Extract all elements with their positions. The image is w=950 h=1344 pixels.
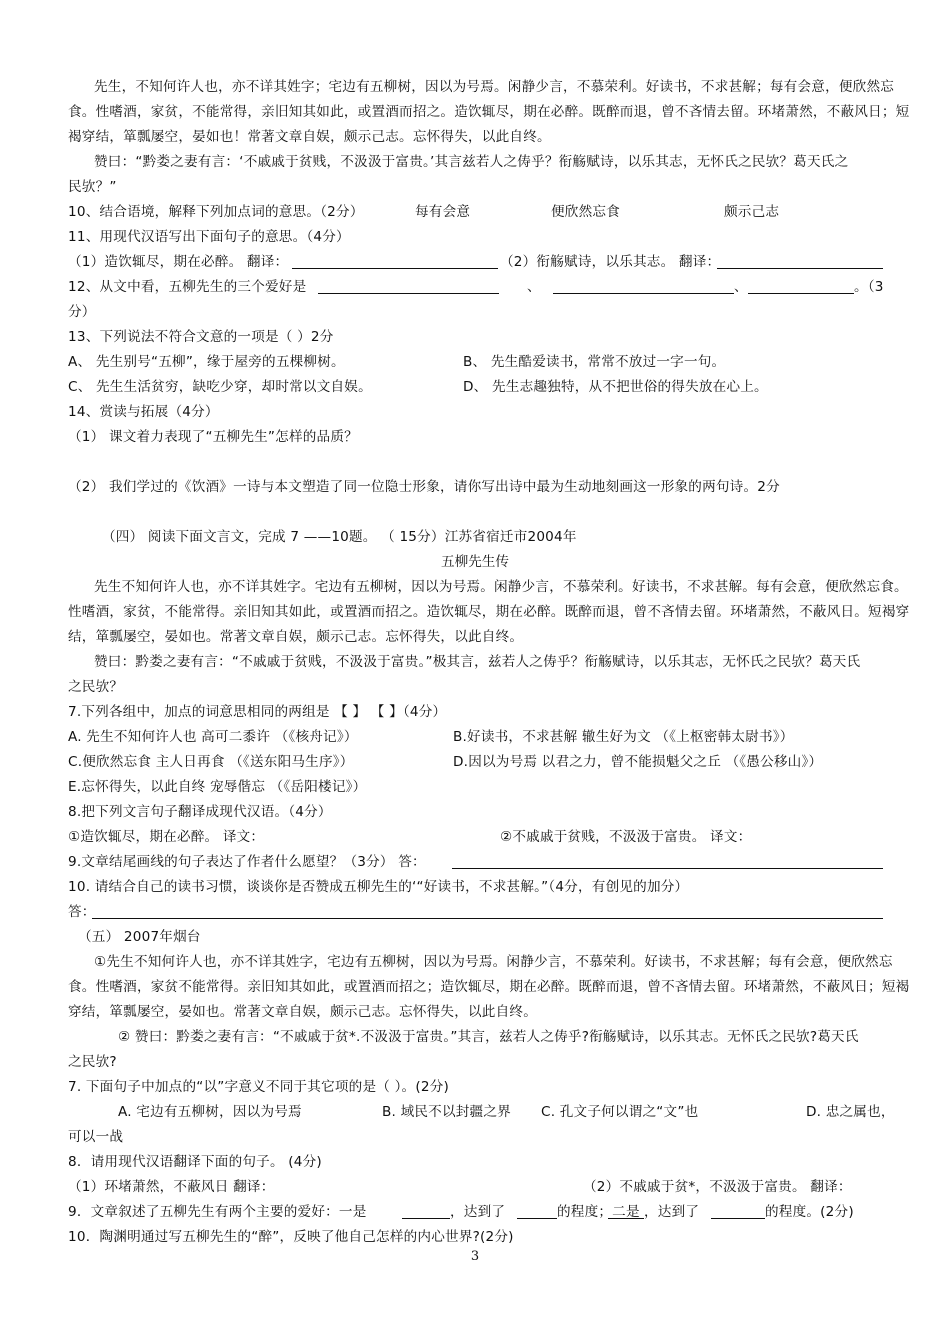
s5-q8: 8．请用现代汉语翻译下面的句子。 (4分)	[68, 1154, 322, 1170]
s4-passage-line-3: 结，箪瓢屡空，晏如也。常著文章自娱，颇示己志。忘怀得失，以此自终。	[68, 629, 524, 645]
s3-q12-separator: 、	[527, 279, 541, 295]
s4-passage-line-1: 先生不知何许人也，亦不详其姓字。宅边有五柳树，因以为号焉。闲静少言，不慕荣利。好读书，不求甚解。每有会意，便欣然忘食。	[94, 579, 908, 595]
s5-q9-text-b: ，达到了	[450, 1204, 506, 1220]
s4-passage-line-4: 赞曰：黔娄之妻有言：“不戚戚于贫贱，不汲汲于富贵。”极其言，兹若人之俦乎？衔觞赋诗，以乐其志，无怀氏之民欤？葛天氏	[94, 654, 861, 670]
s5-passage-line-2: 食。性嗜酒，家贫不能常得。亲旧知其如此，或置酒而招之；造饮辄尽，期在必醉。既醉而退，曾不吝情去留。环堵萧然，不蔽风日；短褐	[68, 979, 910, 995]
s3-q14: 14、赏读与拓展（4分）	[68, 404, 219, 420]
s3-q14-part1: （1） 课文着力表现了“五柳先生”怎样的品质？	[68, 429, 358, 445]
s4-q10-answer-line[interactable]	[92, 904, 883, 919]
s4-q9-answer-line[interactable]	[452, 854, 883, 869]
s3-q10-item-a: 每有会意	[415, 204, 471, 220]
s4-q7-option-c: C.便欣然忘食 主人日再食 （《送东阳马生序》）	[68, 754, 354, 770]
s5-q9-blank4[interactable]	[711, 1204, 765, 1219]
s5-q7-option-b: B. 域民不以封疆之界	[382, 1104, 511, 1120]
s3-passage-line-5: 民欤？”	[68, 179, 117, 195]
s3-q12-score-cont: 分）	[68, 304, 96, 320]
s5-passage-line-4: ② 赞曰：黔娄之妻有言：“不戚戚于贫*.不汲汲于富贵。”其言，兹若人之俦乎?衔觞赋诗，以乐其志。无怀氏之民欤?葛天氏	[118, 1029, 859, 1045]
s5-passage-line-1: ①先生不知何许人也，亦不详其姓字，宅边有五柳树，因以为号焉。闲静少言，不慕荣利。好读书，不求甚解；每有会意，便欣然忘	[94, 954, 893, 970]
s5-passage-line-5: 之民欤?	[68, 1054, 117, 1070]
s3-q11-blank2[interactable]	[717, 254, 883, 269]
s3-passage-line-2: 食。性嗜酒，家贫，不能常得，亲旧知其如此，或置酒而招之。造饮辄尽，期在必醉。既醉而退，曾不吝情去留。环堵萧然，不蔽风日；短	[68, 104, 910, 120]
s3-q12-blank3[interactable]	[748, 279, 854, 294]
s4-passage-line-5: 之民欤？	[68, 679, 124, 695]
s3-q13: 13、下列说法不符合文意的一项是（ ）2分	[68, 329, 334, 345]
s3-q12: 12、从文中看，五柳先生的三个爱好是	[68, 279, 307, 295]
s5-q9-blank1[interactable]	[402, 1204, 450, 1219]
s3-q12-blank2[interactable]	[553, 279, 734, 294]
s3-q11-blank1[interactable]	[292, 254, 498, 269]
s3-q11-part2: （2）衔觞赋诗，以乐其志。 翻译：	[500, 254, 721, 270]
s5-q7-option-d-cont: 可以一战	[68, 1129, 124, 1145]
s3-q10-item-b: 便欣然忘食	[551, 204, 620, 220]
s3-q11-part1: （1）造饮辄尽，期在必醉。 翻译：	[68, 254, 289, 270]
s5-q7-option-c: C. 孔文子何以谓之“文”也	[541, 1104, 699, 1120]
s4-q7-option-d: D.因以为号焉 以君之力，曾不能损魁父之丘 （《愚公移山》）	[453, 754, 823, 770]
s3-q10-item-c: 颇示己志	[724, 204, 780, 220]
s4-passage-line-2: 性嗜酒，家贫，不能常得。亲旧知其如此，或置酒而招之。造饮辄尽，期在必醉。既醉而退，曾不吝情去留。环堵萧然，不蔽风日。短褐穿	[68, 604, 910, 620]
s4-title: 五柳先生传	[441, 554, 509, 570]
s5-passage-line-3: 穿结，箪瓢屡空，晏如也。常著文章自娱，颇示己志。忘怀得失，以此自终。	[68, 1004, 537, 1020]
s3-q14-part2: （2） 我们学过的《饮酒》一诗与本文塑造了同一位隐士形象，请你写出诗中最为生动地刻画这一形象的两句诗。2分	[68, 479, 780, 495]
s3-q13-option-d: D、 先生志趣独特，从不把世俗的得失放在心上。	[463, 379, 768, 395]
s5-q9-text-a: 9．文章叙述了五柳先生有两个主要的爱好：一是	[68, 1204, 367, 1220]
s5-q9-text-c: 的程度；二是	[557, 1204, 640, 1220]
s3-passage-line-4: 赞曰：“黔娄之妻有言：‘不戚戚于贫贱，不汲汲于富贵。’其言兹若人之俦乎？衔觞赋诗，以乐其志，无怀氏之民欤？葛天氏之	[94, 154, 849, 170]
s3-q13-option-b: B、 先生酷爱读书，常常不放过一字一句。	[463, 354, 726, 370]
s3-q11: 11、用现代汉语写出下面句子的意思。（4分）	[68, 229, 350, 245]
s5-q10: 10．陶渊明通过写五柳先生的“醉”，反映了他自己怎样的内心世界?(2分)	[68, 1229, 514, 1245]
s3-q12-score: 。（3	[854, 279, 884, 295]
s3-q13-option-c: C、 先生生活贫穷，缺吃少穿，却时常以文自娱。	[68, 379, 372, 395]
s5-q7-option-d: D. 忠之属也，	[806, 1104, 895, 1120]
s4-q7-option-e: E.忘怀得失，以此自终 宠辱偕忘 （《岳阳楼记》）	[68, 779, 367, 795]
s4-q7-option-a: A. 先生不知何许人也 高可二黍许 （《核舟记》）	[68, 729, 358, 745]
s5-q9-blank2[interactable]	[517, 1204, 557, 1219]
s4-q8: 8.把下列文言句子翻译成现代汉语。（4分）	[68, 804, 332, 820]
s3-q12-separator: 、	[734, 279, 748, 295]
s3-q10: 10、结合语境，解释下列加点词的意思。（2分）	[68, 204, 364, 220]
s5-q9-blank3[interactable]	[608, 1204, 644, 1219]
s4-q7: 7.下列各组中，加点的词意思相同的两组是 【 】 【 】（4分）	[68, 704, 447, 720]
s3-passage-line-3: 褐穿结，箪瓢屡空，晏如也！常著文章自娱，颇示己志。忘怀得失，以此自终。	[68, 129, 551, 145]
s4-q7-option-b: B.好读书，不求甚解 辙生好为文 （《上枢密韩太尉书》）	[453, 729, 794, 745]
s4-q9: 9.文章结尾画线的句子表达了作者什么愿望？（3分） 答：	[68, 854, 426, 870]
s4-header: （四） 阅读下面文言文，完成 7 ——10题。 （ 15分）江苏省宿迁市2004年	[102, 529, 577, 545]
s5-q9-text-e: 的程度。(2分)	[765, 1204, 854, 1220]
s5-q9-text-d: ，达到了	[644, 1204, 700, 1220]
s4-q8-part2: ②不戚戚于贫贱，不汲汲于富贵。 译文：	[500, 829, 752, 845]
s5-q8-part2: （2）不戚戚于贫*，不汲汲于富贵。 翻译：	[583, 1179, 852, 1195]
s3-q13-option-a: A、 先生别号“五柳”，缘于屋旁的五棵柳树。	[68, 354, 345, 370]
s3-q12-blank1[interactable]	[318, 279, 499, 294]
s4-q10: 10. 请结合自己的读书习惯，谈谈你是否赞成五柳先生的‘“好读书，不求甚解。”（4分，有创见的加分）	[68, 879, 689, 895]
page-number: 3	[470, 1249, 480, 1264]
s5-q7-option-a: A. 宅边有五柳树，因以为号焉	[118, 1104, 302, 1120]
s3-passage-line-1: 先生，不知何许人也，亦不详其姓字；宅边有五柳树，因以为号焉。闲静少言，不慕荣利。好读书，不求甚解；每有会意，便欣然忘	[94, 79, 895, 95]
s5-header: （五） 2007年烟台	[78, 929, 201, 945]
s4-q10-answer-label: 答：	[68, 904, 96, 920]
s4-q8-part1: ①造饮辄尽，期在必醉。 译文：	[68, 829, 265, 845]
s5-q8-part1: （1）环堵萧然，不蔽风日 翻译：	[68, 1179, 275, 1195]
s5-q7: 7. 下面句子中加点的“以”字意义不同于其它项的是（ ）。(2分)	[68, 1079, 450, 1095]
